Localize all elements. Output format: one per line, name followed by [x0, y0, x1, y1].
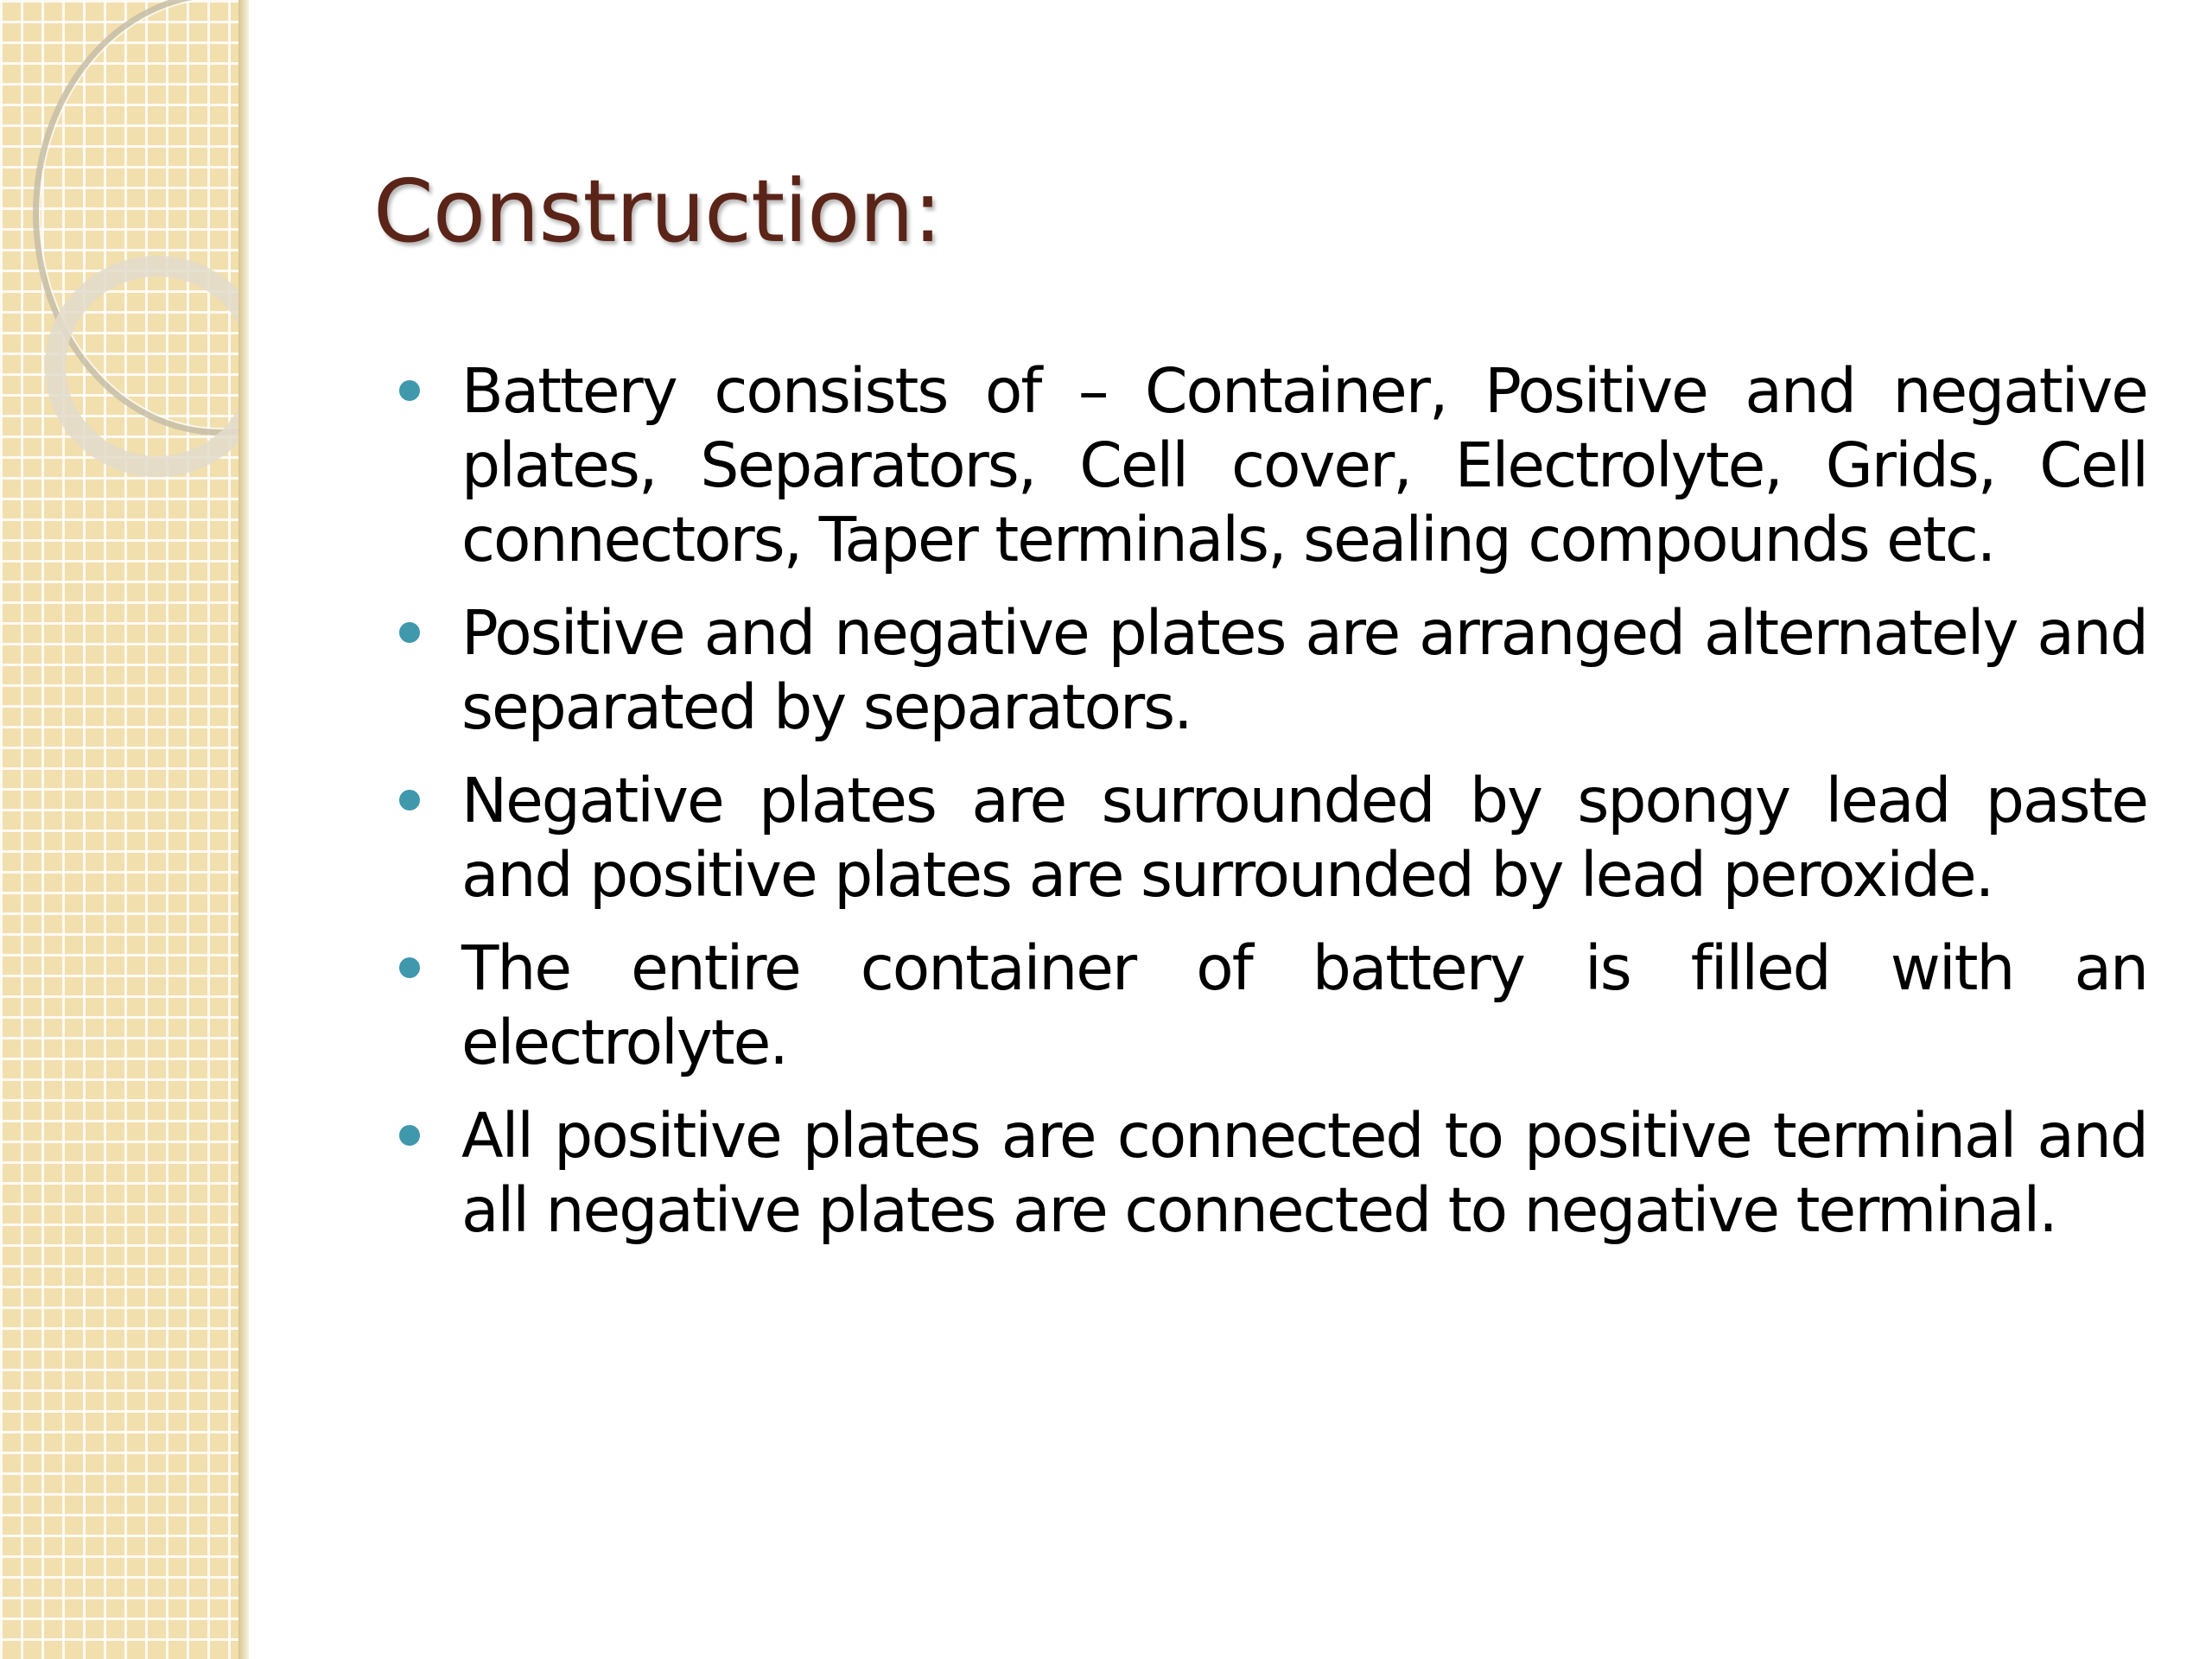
bullet-item [389, 764, 2147, 912]
bullet-text: Battery consists of – Container, Positive and negative plates, Separators, Cell cover, Electrolyte, Grids, Cell connectors, Taper terminals, sealing compounds etc. [461, 355, 2147, 575]
slide-title: Construction: [373, 161, 942, 262]
bullet-dot-icon [399, 1125, 420, 1146]
side-panel-edge [238, 0, 249, 1659]
bullet-item [389, 931, 2147, 1080]
bullet-item [389, 1099, 2147, 1248]
bullet-dot-icon [399, 790, 420, 810]
bullet-text: Negative plates are surrounded by spongy lead paste and positive plates are surrounded by lead peroxide. [461, 765, 2147, 911]
bullet-item [389, 354, 2147, 577]
bullet-text: Positive and negative plates are arranged alternately and separated by separators. [461, 597, 2147, 743]
bullet-item [389, 596, 2147, 745]
bullet-list [389, 354, 2147, 1267]
decorative-ring-small [45, 256, 270, 477]
bullet-dot-icon [399, 957, 420, 978]
bullet-dot-icon [399, 622, 420, 643]
bullet-dot-icon [399, 380, 420, 401]
bullet-text: The entire container of battery is filled with an electrolyte. [461, 932, 2147, 1078]
bullet-text: All positive plates are connected to positive terminal and all negative plates are connected to negative terminal. [461, 1100, 2147, 1246]
